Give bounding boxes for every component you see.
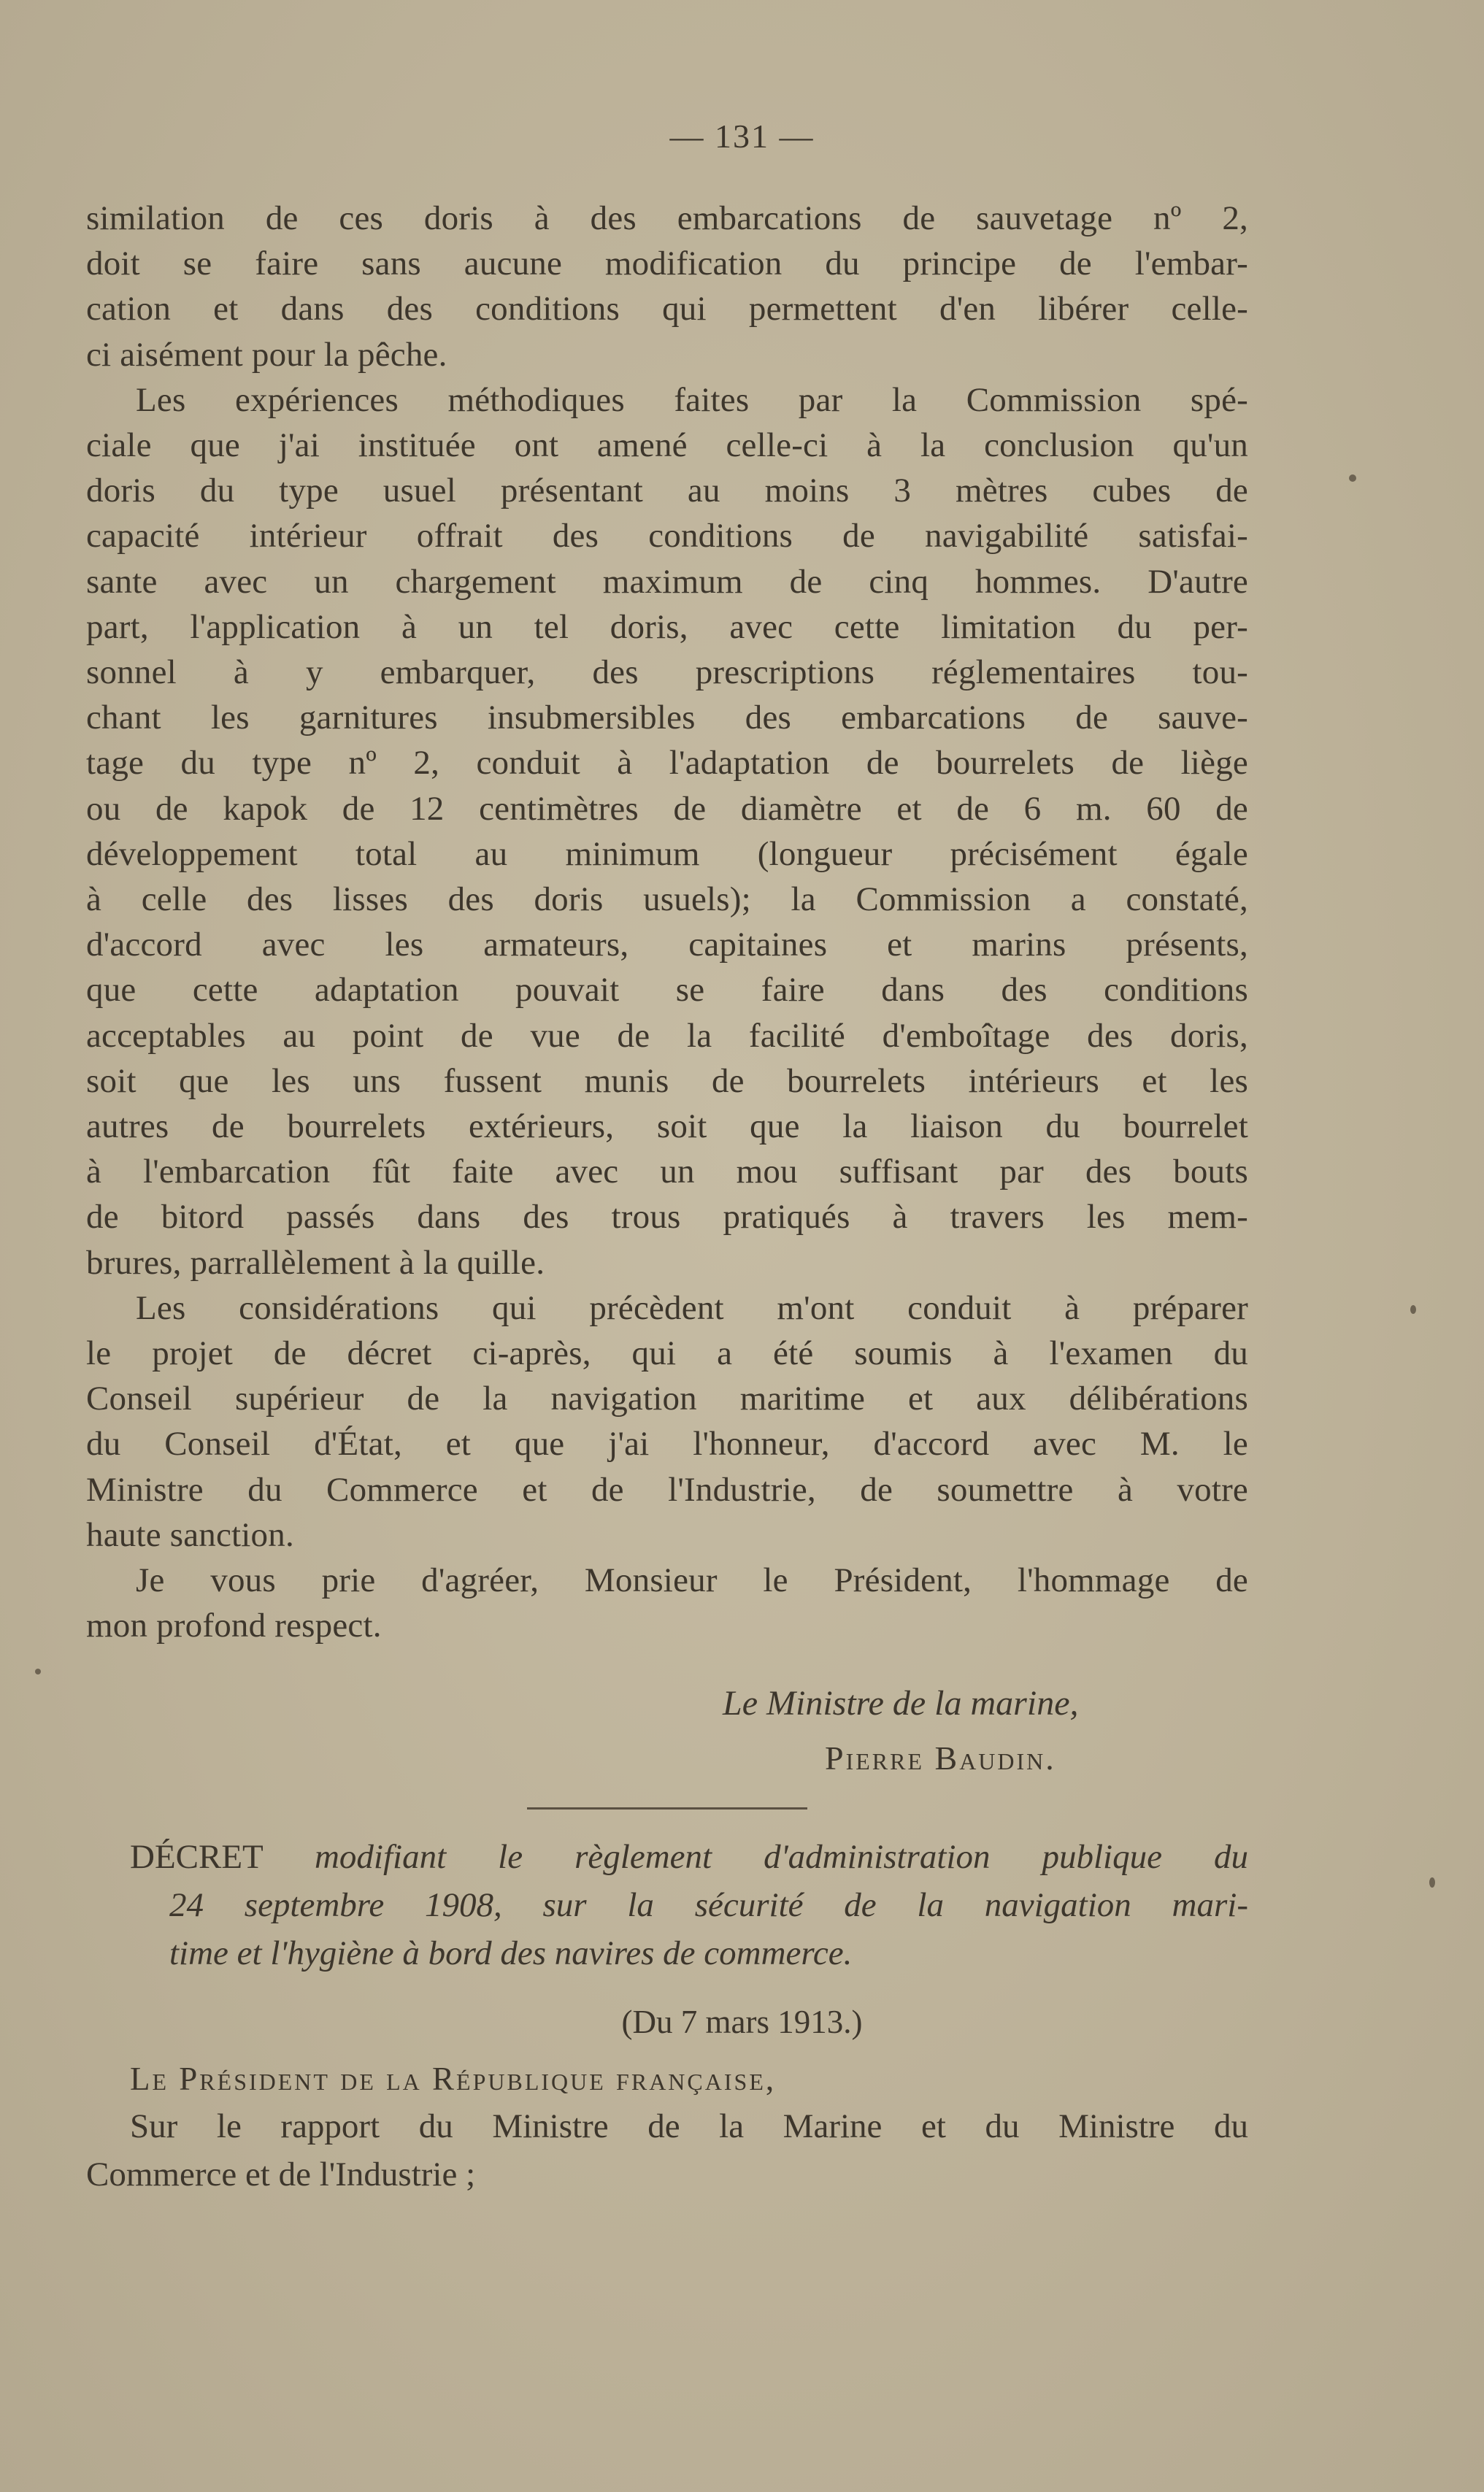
decree-title-1: modifiant le règlement d'administration publique du: [314, 1838, 1249, 1876]
text-line: que cette adaptation pouvait se faire dans des conditions: [86, 971, 1248, 1009]
text-line: chant les garnitures insubmersibles des embarcations de sauve-: [86, 699, 1248, 737]
text-line: Ministre du Commerce et de l'Industrie, de soumettre à votre: [86, 1471, 1248, 1509]
text-line: doit se faire sans aucune modification du principe de l'embar-: [86, 245, 1248, 282]
decree-word: DÉCRET: [130, 1838, 263, 1876]
text-line: capacité intérieur offrait des conditions de navigabilité satisfai-: [86, 517, 1248, 555]
text-line: doris du type usuel présentant au moins 3 mètres cubes de: [86, 472, 1248, 509]
text-line: sante avec un chargement maximum de cinq hommes. D'autre: [86, 563, 1248, 601]
text-line: à celle des lisses des doris usuels); la Commission a constaté,: [86, 880, 1248, 918]
text-line: haute sanction.: [86, 1516, 294, 1554]
section-divider: [527, 1807, 807, 1810]
text-line: d'accord avec les armateurs, capitaines et marins présents,: [86, 926, 1248, 964]
text-line: à l'embarcation fût faite avec un mou suffisant par des bouts: [86, 1153, 1248, 1191]
text-line: autres de bourrelets extérieurs, soit que la liaison du bourrelet: [86, 1107, 1248, 1145]
text-line: cation et dans des conditions qui permettent d'en libérer celle-: [86, 290, 1248, 328]
text-line: le projet de décret ci-après, qui a été soumis à l'examen du: [86, 1334, 1248, 1372]
paper-spot: [35, 1669, 41, 1674]
text-line: ou de kapok de 12 centimètres de diamètre et de 6 m. 60 de: [86, 790, 1248, 828]
decree-heading-line-1: [130, 1834, 1248, 1880]
paper-spot: [1429, 1877, 1435, 1888]
text-line: Je vous prie d'agréer, Monsieur le Président, l'hommage de: [136, 1561, 1248, 1599]
signature-name: Pierre Baudin.: [825, 1739, 1056, 1777]
text-line: acceptables au point de vue de la facilité d'emboîtage des doris,: [86, 1017, 1248, 1055]
decree-preamble-line-2: Commerce et de l'Industrie ;: [86, 2155, 476, 2193]
text-line: mon profond respect.: [86, 1607, 382, 1645]
page-number: — 131 —: [669, 118, 815, 155]
text-line: brures, parrallèlement à la quille.: [86, 1244, 545, 1282]
text-line: similation de ces doris à des embarcations de sauvetage nº 2,: [86, 199, 1248, 237]
text-line: part, l'application à un tel doris, avec cette limitation du per-: [86, 608, 1248, 646]
text-line: sonnel à y embarquer, des prescriptions réglementaires tou-: [86, 653, 1248, 691]
text-line: ci aisément pour la pêche.: [86, 336, 447, 374]
decree-heading-line-2: 24 septembre 1908, sur la sécurité de la navigation mari-: [169, 1886, 1248, 1924]
decree-date: (Du 7 mars 1913.): [621, 2004, 863, 2040]
text-line: tage du type nº 2, conduit à l'adaptation de bourrelets de liège: [86, 744, 1248, 782]
president-heading: Le Président de la République française,: [130, 2061, 777, 2097]
paper-spot: [1349, 474, 1356, 482]
text-line: ciale que j'ai instituée ont amené celle-ci à la conclusion qu'un: [86, 426, 1248, 464]
decree-preamble-line-1: Sur le rapport du Ministre de la Marine et du Ministre du: [130, 2107, 1248, 2145]
text-line: Les considérations qui précèdent m'ont conduit à préparer: [136, 1289, 1248, 1327]
text-line: du Conseil d'État, et que j'ai l'honneur, d'accord avec M. le: [86, 1425, 1248, 1463]
text-line: soit que les uns fussent munis de bourrelets intérieurs et les: [86, 1062, 1248, 1100]
text-line: Conseil supérieur de la navigation maritime et aux délibérations: [86, 1380, 1248, 1418]
paper-spot: [1410, 1305, 1416, 1314]
text-line: développement total au minimum (longueur précisément égale: [86, 835, 1248, 873]
text-line: de bitord passés dans des trous pratiqués à travers les mem-: [86, 1198, 1248, 1236]
text-line: Les expériences méthodiques faites par la Commission spé-: [136, 381, 1248, 419]
decree-heading-line-3: time et l'hygiène à bord des navires de commerce.: [169, 1934, 853, 1972]
signature-title: Le Ministre de la marine,: [723, 1684, 1079, 1723]
